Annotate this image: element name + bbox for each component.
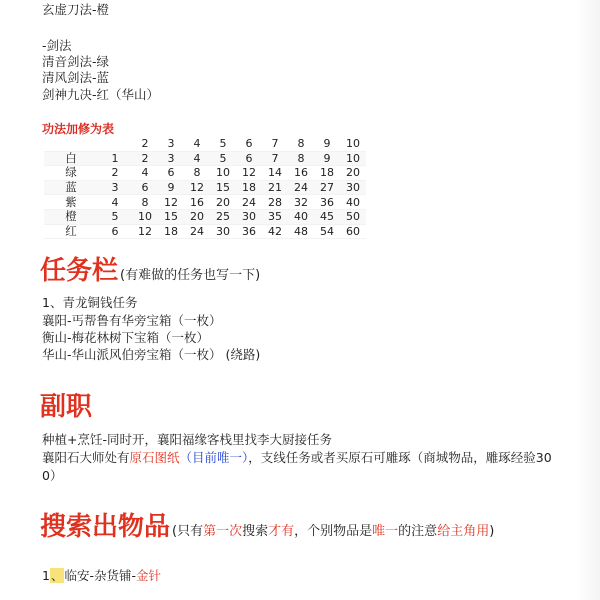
table-cell: 28 xyxy=(262,195,288,210)
table-cell: 30 xyxy=(340,180,366,195)
note-part: 搜索 xyxy=(242,524,269,539)
table-cell: 24 xyxy=(236,195,262,210)
side-job-line: 0） xyxy=(42,468,63,483)
task-item: 1、青龙铜钱任务 xyxy=(42,295,138,310)
table-column-header: 5 xyxy=(210,137,236,151)
table-cell: 1 xyxy=(98,151,132,166)
table-corner xyxy=(98,137,132,151)
search-item-text: 临安-杂货铺- xyxy=(64,568,136,583)
side-job-note: （目前唯一） xyxy=(179,450,249,465)
table-cell: 60 xyxy=(340,224,366,239)
skill-line: 剑神九决-红（华山） xyxy=(42,87,160,102)
table-cell: 50 xyxy=(340,209,366,224)
note-part: 才有 xyxy=(268,524,295,539)
search-items-heading-text: 搜索出物品 xyxy=(40,512,171,542)
table-corner xyxy=(44,137,98,151)
multiplier-table xyxy=(44,137,366,239)
table-row xyxy=(44,195,366,210)
table-cell: 4 xyxy=(184,151,210,166)
table-cell: 9 xyxy=(158,180,184,195)
table-cell: 30 xyxy=(236,209,262,224)
table-cell: 48 xyxy=(288,224,314,239)
table-cell: 42 xyxy=(262,224,288,239)
table-column-header: 3 xyxy=(158,137,184,151)
table-cell: 10 xyxy=(132,209,158,224)
table-cell: 20 xyxy=(340,166,366,181)
table-cell: 8 xyxy=(288,151,314,166)
table-cell: 3 xyxy=(158,151,184,166)
table-cell: 10 xyxy=(340,151,366,166)
table-cell: 16 xyxy=(184,195,210,210)
search-item-reward: 金针 xyxy=(136,568,162,583)
table-cell: 21 xyxy=(262,180,288,195)
skill-line: 清音剑法-绿 xyxy=(42,54,110,69)
note-part: 唯一 xyxy=(372,524,399,539)
task-item: 襄阳-丐帮鲁有华旁宝箱（一枚） xyxy=(42,313,222,328)
table-cell: 12 xyxy=(158,195,184,210)
table-row-label: 橙 xyxy=(44,209,98,224)
tasks-heading xyxy=(40,256,260,291)
table-cell: 8 xyxy=(132,195,158,210)
table-cell: 15 xyxy=(210,180,236,195)
table-cell: 35 xyxy=(262,209,288,224)
table-cell: 27 xyxy=(314,180,340,195)
table-cell: 36 xyxy=(314,195,340,210)
table-cell: 5 xyxy=(98,209,132,224)
skill-line: 清风剑法-蓝 xyxy=(42,70,110,85)
side-job-text: ，支线任务或者买原石可雕琢（商城物品，雕琢经验30 xyxy=(248,450,552,465)
table-cell: 20 xyxy=(210,195,236,210)
table-row xyxy=(44,166,366,181)
table-cell: 16 xyxy=(288,166,314,181)
note-part: ，个别物品是 xyxy=(294,524,373,539)
skill-line: 玄虚刀法-橙 xyxy=(42,2,110,17)
table-row xyxy=(44,180,366,195)
table-row-label: 绿 xyxy=(44,166,98,181)
table-cell: 54 xyxy=(314,224,340,239)
table-cell: 10 xyxy=(210,166,236,181)
table-cell: 25 xyxy=(210,209,236,224)
table-column-header: 4 xyxy=(184,137,210,151)
table-column-header: 10 xyxy=(340,137,366,151)
table-cell: 12 xyxy=(184,180,210,195)
search-item xyxy=(42,568,161,584)
side-job-heading: 副职 xyxy=(40,392,93,422)
table-row xyxy=(44,209,366,224)
table-cell: 2 xyxy=(98,166,132,181)
search-items-heading xyxy=(40,512,494,547)
note-part: 给主角用 xyxy=(437,524,490,539)
table-cell: 18 xyxy=(236,180,262,195)
table-cell: 12 xyxy=(132,224,158,239)
tasks-note: (有难做的任务也写一下) xyxy=(120,268,261,283)
table-cell: 18 xyxy=(158,224,184,239)
table-column-header: 8 xyxy=(288,137,314,151)
table-cell: 18 xyxy=(314,166,340,181)
table-cell: 32 xyxy=(288,195,314,210)
side-job-item: 原石图纸 xyxy=(129,450,180,465)
table-column-header: 7 xyxy=(262,137,288,151)
table-column-header: 2 xyxy=(132,137,158,151)
table-cell: 6 xyxy=(98,224,132,239)
note-part: (只有 xyxy=(172,524,204,539)
table-row xyxy=(44,151,366,166)
table-cell: 9 xyxy=(314,151,340,166)
side-job-line: 种植+烹饪-同时开，襄阳福缘客栈里找李大厨接任务 xyxy=(42,432,332,447)
table-cell: 2 xyxy=(132,151,158,166)
table-row-label: 紫 xyxy=(44,195,98,210)
task-item: 衡山-梅花林树下宝箱（一枚） xyxy=(42,330,210,345)
table-title: 功法加修为表 xyxy=(42,122,115,136)
table-cell: 8 xyxy=(184,166,210,181)
table-cell: 6 xyxy=(158,166,184,181)
search-items-note xyxy=(172,524,494,539)
table-cell: 24 xyxy=(184,224,210,239)
table-column-header: 9 xyxy=(314,137,340,151)
table-row xyxy=(44,224,366,239)
note-part: 第一次 xyxy=(203,524,243,539)
table-cell: 30 xyxy=(210,224,236,239)
side-job-line xyxy=(42,450,552,466)
table-row-label: 红 xyxy=(44,224,98,239)
tasks-heading-text: 任务栏 xyxy=(40,256,119,286)
search-item-number: 1 xyxy=(42,568,50,583)
note-part: 的注意 xyxy=(398,524,438,539)
table-cell: 24 xyxy=(288,180,314,195)
table-cell: 6 xyxy=(236,151,262,166)
table-cell: 4 xyxy=(98,195,132,210)
table-cell: 6 xyxy=(132,180,158,195)
table-cell: 3 xyxy=(98,180,132,195)
table-row-label: 蓝 xyxy=(44,180,98,195)
table-cell: 5 xyxy=(210,151,236,166)
table-header-row xyxy=(44,137,366,151)
search-item-highlight: 、 xyxy=(50,568,64,583)
table-cell: 4 xyxy=(132,166,158,181)
table-cell: 40 xyxy=(288,209,314,224)
table-cell: 7 xyxy=(262,151,288,166)
note-part: ) xyxy=(489,524,495,539)
table-column-header: 6 xyxy=(236,137,262,151)
skill-line: -剑法 xyxy=(42,38,72,53)
table-cell: 12 xyxy=(236,166,262,181)
table-cell: 20 xyxy=(184,209,210,224)
table-cell: 14 xyxy=(262,166,288,181)
table-cell: 15 xyxy=(158,209,184,224)
task-item: 华山-华山派风伯旁宝箱（一枚） (绕路) xyxy=(42,347,261,362)
table-cell: 45 xyxy=(314,209,340,224)
table-cell: 40 xyxy=(340,195,366,210)
table-row-label: 白 xyxy=(44,151,98,166)
side-job-text: 襄阳石大师处有 xyxy=(42,450,130,465)
table-cell: 36 xyxy=(236,224,262,239)
